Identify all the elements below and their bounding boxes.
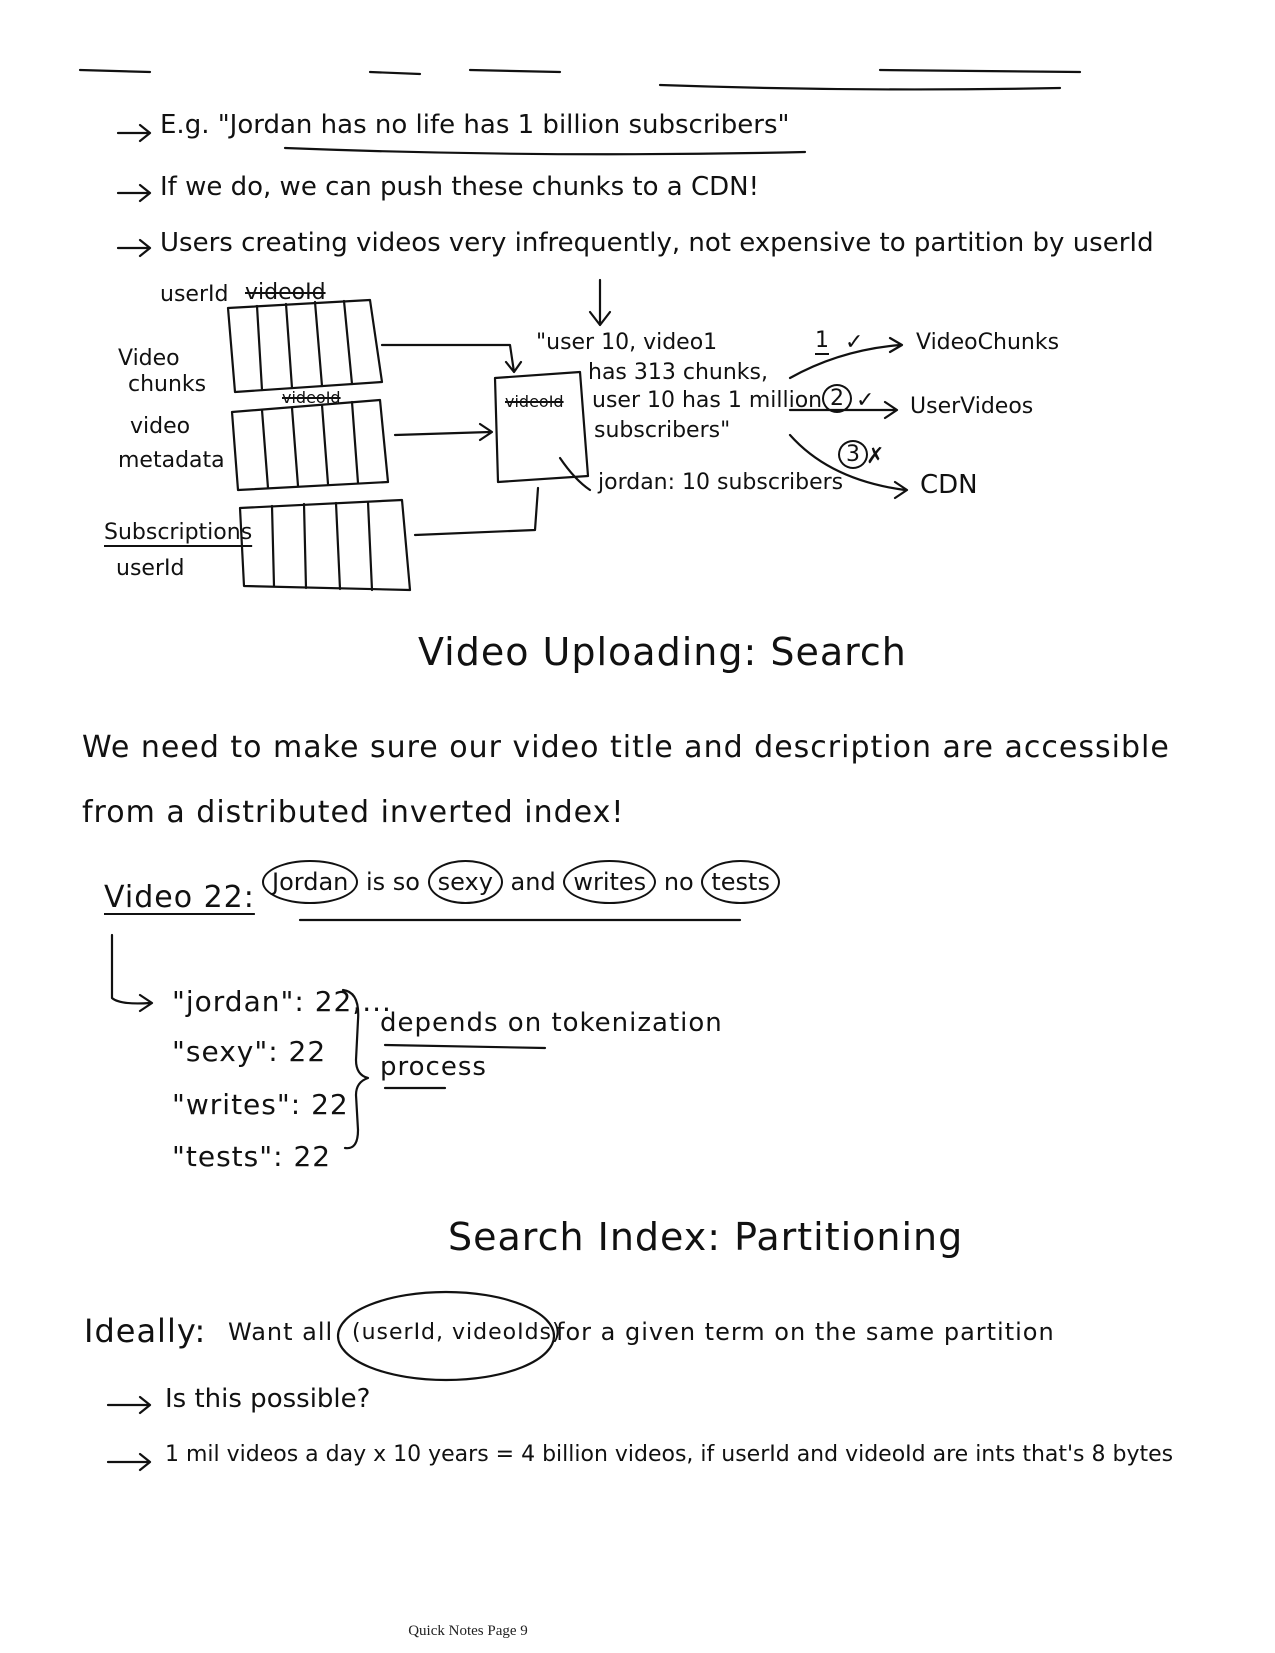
arrow-2 <box>118 185 150 201</box>
example-word-is-so: is so <box>366 868 420 896</box>
bullet-users: Users creating videos very infrequently, not expensive to partition by userId <box>160 228 1154 258</box>
output-3-check: ✗ <box>866 444 885 469</box>
tokenization-note-2: process <box>380 1052 487 1082</box>
section1-body-line1: We need to make sure our video title and description are accessible <box>82 730 1170 765</box>
output-2-check: ✓ <box>856 388 875 413</box>
example-word-tests: tests <box>701 860 780 904</box>
processor-box <box>495 372 588 482</box>
event-text-1: "user 10, video1 <box>536 330 718 355</box>
table-subscriptions <box>240 500 410 590</box>
output-1-check: ✓ <box>845 330 864 355</box>
index-entry-jordan: "jordan": 22,... <box>172 985 392 1018</box>
example-word-and: and <box>510 868 556 896</box>
table-video-chunks <box>228 300 382 392</box>
bullet-cdn: If we do, we can push these chunks to a CDN! <box>160 172 760 202</box>
index-entry-tests: "tests": 22 <box>172 1140 332 1173</box>
processor-label: videoId <box>505 392 564 411</box>
label-video-metadata-1: video <box>130 414 191 439</box>
example-word-sexy: sexy <box>428 860 503 904</box>
connector-1 <box>382 345 521 372</box>
connector-2 <box>395 424 492 440</box>
example-word-writes: writes <box>563 860 656 904</box>
section2-title: Search Index: Partitioning <box>448 1215 964 1259</box>
ideally-circled: (userId, videoIds) <box>352 1320 562 1345</box>
bullet-example: E.g. "Jordan has no life has 1 billion subscribers" <box>160 110 790 140</box>
output-1-step: 1 <box>815 328 829 353</box>
connector-3 <box>415 488 538 535</box>
example-label: Video 22: <box>104 880 255 915</box>
label-user-id: userId <box>160 282 229 307</box>
label-video-id: videoId <box>245 280 326 305</box>
top-scribble <box>80 70 1080 74</box>
q-bullet: Is this possible? <box>165 1384 371 1414</box>
index-entry-sexy: "sexy": 22 <box>172 1035 327 1068</box>
down-arrow <box>590 280 610 325</box>
output-1-target: VideoChunks <box>916 330 1060 355</box>
arrow-1 <box>118 125 150 141</box>
output-2-target: UserVideos <box>910 394 1034 419</box>
event-text-2: has 313 chunks, <box>588 360 768 385</box>
event-text-4: subscribers" <box>594 418 731 443</box>
jordan-note: jordan: 10 subscribers <box>598 470 844 495</box>
section1-title: Video Uploading: Search <box>418 630 907 674</box>
page-footer: Quick Notes Page 9 <box>408 1623 528 1639</box>
index-arrow <box>112 935 152 1011</box>
ideally-label: Ideally: <box>84 1312 207 1350</box>
label-video-metadata-2: metadata <box>118 448 225 473</box>
jordan-arrow <box>560 458 590 490</box>
output-2-step: 2 <box>822 384 852 413</box>
arrow-3 <box>118 240 150 256</box>
tokenization-note-1: depends on tokenization <box>380 1008 723 1038</box>
example-word-jordan: Jordan <box>262 860 358 904</box>
label-subscriptions: Subscriptions <box>104 520 253 545</box>
ideally-text-pre: Want all <box>228 1318 334 1346</box>
event-text-3: user 10 has 1 million <box>592 388 823 413</box>
example-sentence <box>262 868 780 896</box>
arrow-calc <box>108 1454 150 1470</box>
table-video-metadata <box>232 400 388 490</box>
example-underline <box>285 148 805 154</box>
top-cut-line <box>660 85 1060 89</box>
output-3-step: 3 <box>838 440 868 469</box>
index-entry-writes: "writes": 22 <box>172 1088 349 1121</box>
output-3-target: CDN <box>920 470 978 500</box>
arrow-q <box>108 1397 150 1413</box>
label-subscriptions-key: userId <box>116 556 185 581</box>
calc-bullet: 1 mil videos a day x 10 years = 4 billion videos, if userId and videoId are ints that's 8 bytes <box>165 1442 1174 1467</box>
tokenization-underline <box>385 1045 545 1048</box>
label-metadata-key: videoId <box>282 388 341 407</box>
ideally-text-post: for a given term on the same partition <box>556 1318 1055 1346</box>
section1-body-line2: from a distributed inverted index! <box>82 795 625 830</box>
label-video-chunks-1: Video <box>118 346 180 371</box>
example-word-no: no <box>663 868 694 896</box>
label-video-chunks-2: chunks <box>128 372 207 397</box>
